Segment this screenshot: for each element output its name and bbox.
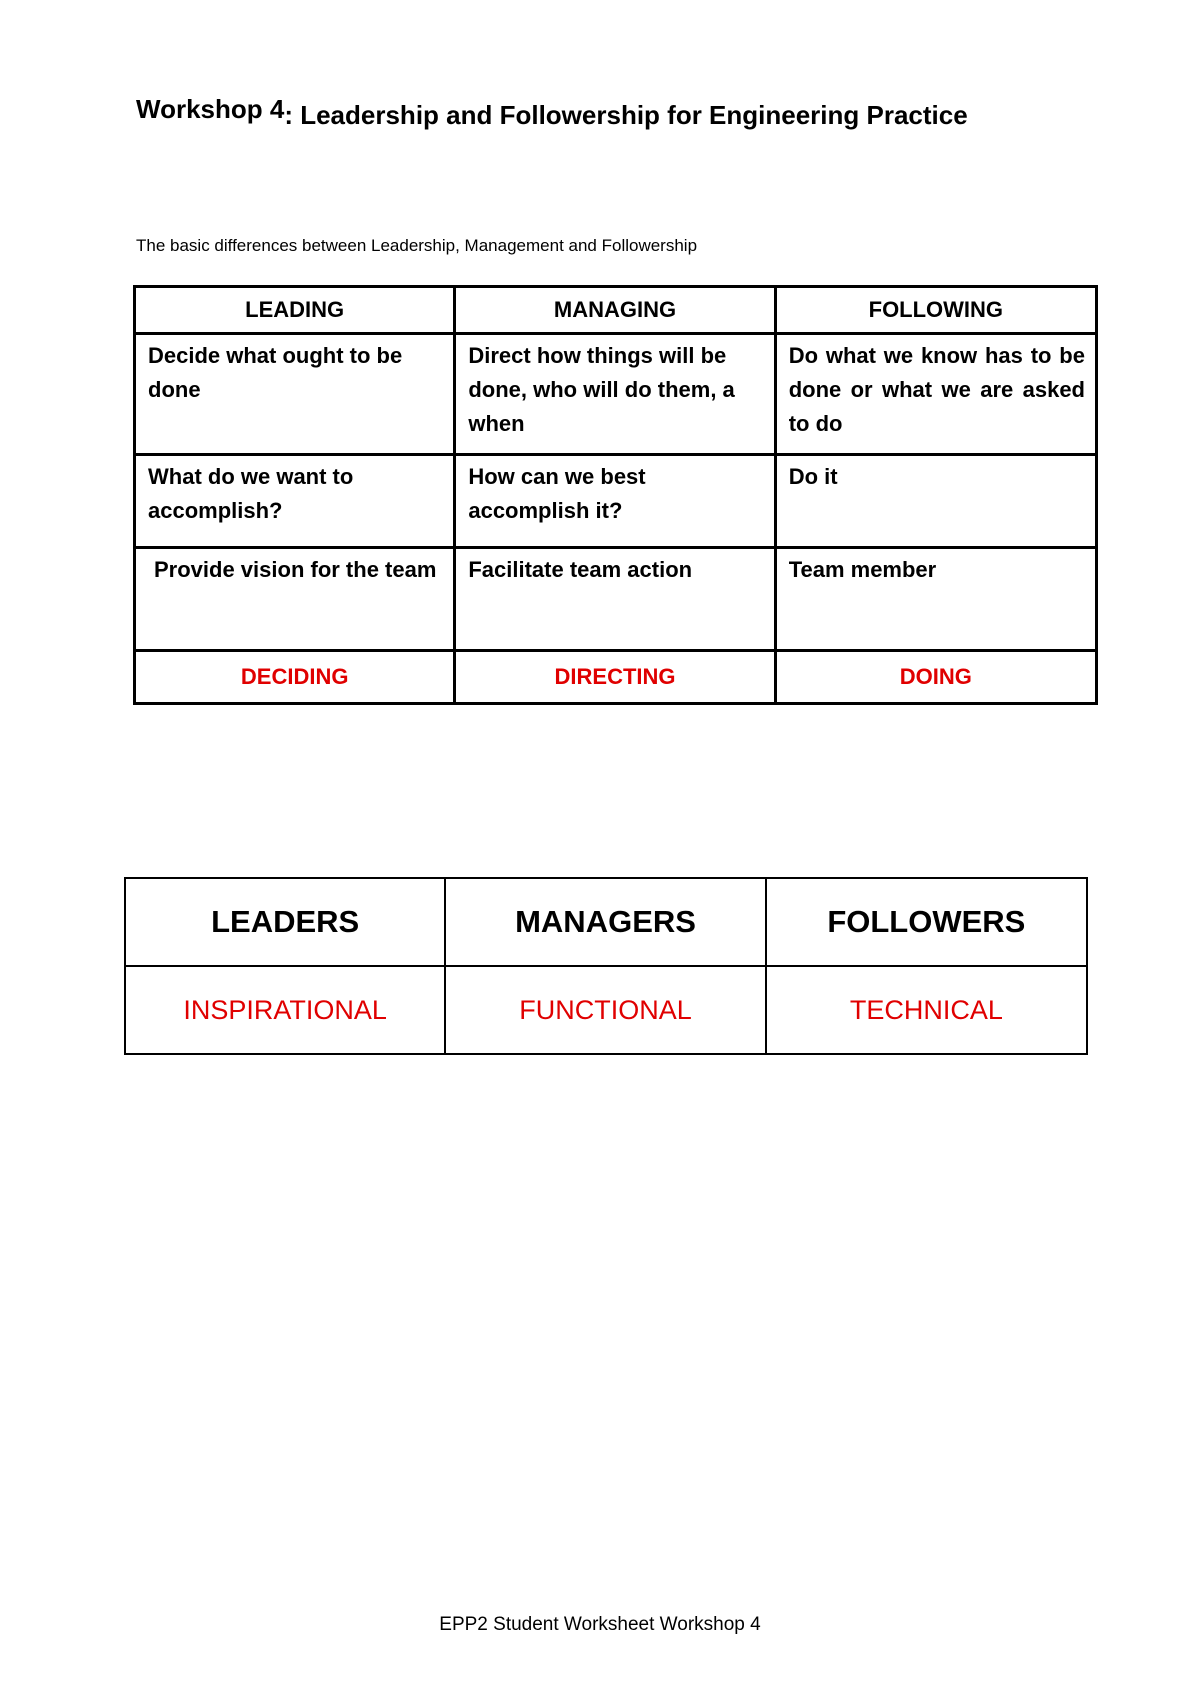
roles-values-row: [125, 966, 1087, 1054]
value-inspirational: INSPIRATIONAL: [125, 966, 445, 1054]
table-header-row: [135, 287, 1097, 334]
differences-table: [133, 285, 1098, 705]
table-cell: Do it: [775, 455, 1096, 548]
header-leaders: LEADERS: [125, 878, 445, 966]
value-functional: FUNCTIONAL: [445, 966, 765, 1054]
footer-doing: DOING: [775, 651, 1096, 704]
header-managers: MANAGERS: [445, 878, 765, 966]
table-cell: Direct how things will be done, who will do them, a when: [455, 334, 775, 455]
table-cell: Facilitate team action: [455, 548, 775, 651]
table-cell: Provide vision for the team: [135, 548, 455, 651]
title-workshop-number: Workshop 4: [136, 94, 285, 124]
table-cell: What do we want to accomplish?: [135, 455, 455, 548]
page-title: [136, 94, 968, 131]
footer-directing: DIRECTING: [455, 651, 775, 704]
roles-header-row: [125, 878, 1087, 966]
table-footer-row: [135, 651, 1097, 704]
header-following: FOLLOWING: [775, 287, 1096, 334]
header-followers: FOLLOWERS: [766, 878, 1087, 966]
table-row: [135, 334, 1097, 455]
value-technical: TECHNICAL: [766, 966, 1087, 1054]
table-cell: Do what we know has to be done or what we are asked to do: [775, 334, 1096, 455]
page-footer: EPP2 Student Worksheet Workshop 4: [439, 1614, 761, 1635]
table-row: [135, 455, 1097, 548]
table-cell: How can we best accomplish it?: [455, 455, 775, 548]
footer-deciding: DECIDING: [135, 651, 455, 704]
table-row: [135, 548, 1097, 651]
header-managing: MANAGING: [455, 287, 775, 334]
table-cell: Team member: [775, 548, 1096, 651]
intro-text: The basic differences between Leadership, Management and Followership: [136, 236, 698, 255]
header-leading: LEADING: [135, 287, 455, 334]
title-topic: : Leadership and Followership for Engineering Practice: [284, 100, 968, 130]
table-cell: Decide what ought to be done: [135, 334, 455, 455]
roles-table: [124, 877, 1088, 1055]
